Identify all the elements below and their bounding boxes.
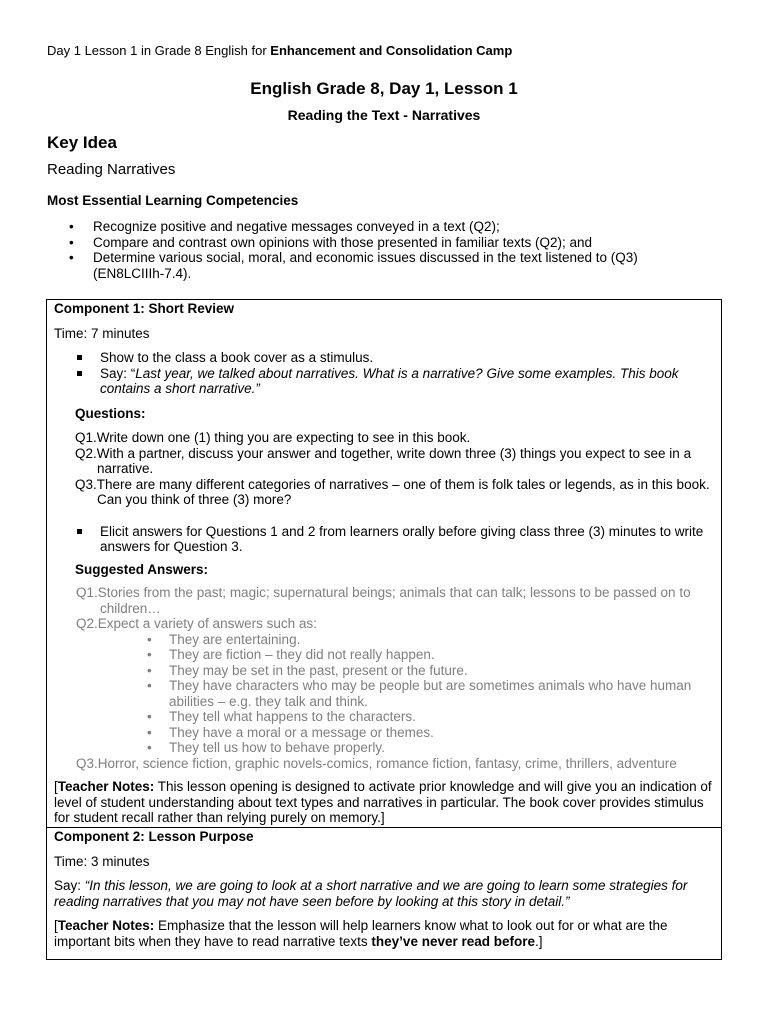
component-2-box — [46, 827, 722, 960]
question-item: Q1.Write down one (1) thing you are expecting to see in this book. — [75, 430, 471, 445]
component-2-title: Component 2: Lesson Purpose — [54, 829, 254, 844]
teacher-notes-emphasis: they’ve never read before — [371, 933, 535, 949]
component-2-time: Time: 3 minutes — [54, 853, 150, 869]
answer-q2-label: Q2.Expect a variety of answers such as: — [76, 616, 317, 631]
teacher-notes-label: Teacher Notes: — [57, 779, 155, 794]
component-1-title: Component 1: Short Review — [54, 301, 235, 316]
answer-subitem: • They tell us how to behave properly. — [100, 740, 713, 756]
notes-bracket: [ — [54, 918, 58, 933]
melc-item: • Compare and contrast own opinions with those presented in familiar texts (Q2); and — [47, 235, 687, 251]
elicit-item: Elicit answers for Questions 1 and 2 from learners orally before giving class three (3) minutes to write answers for Question 3. — [54, 524, 713, 555]
answer-item — [54, 616, 713, 756]
melc-item: • Recognize positive and negative messages conveyed in a text (Q2); — [47, 219, 687, 235]
answer-subitem: • They have characters who may be people but are sometimes animals who have human abilities – e.g. they talk and think. — [100, 678, 713, 709]
say-quote: “In this lesson, we are going to look at a short narrative and we are going to learn some strategies for reading narratives that you may not have seen before by looking at this story in detail.” — [54, 878, 688, 909]
answer-subitem: • They are entertaining. — [100, 632, 713, 648]
activity-list — [54, 350, 713, 397]
answer-subitem: • They have a moral or a message or themes. — [100, 725, 713, 741]
activity-item — [54, 366, 713, 397]
melc-list — [47, 219, 687, 281]
question-item: Q2.With a partner, discuss your answer and together, write down three (3) things you expect to see in a narrative. — [75, 445, 692, 476]
say-prefix: Say: “ — [100, 365, 136, 381]
questions-heading: Questions: — [75, 405, 146, 421]
say-prefix: Say: — [54, 878, 85, 893]
key-idea-heading: Key Idea — [47, 133, 117, 152]
key-idea-text: Reading Narratives — [47, 161, 176, 178]
answer-subitem: • They may be set in the past, present or the future. — [100, 663, 713, 679]
melc-heading: Most Essential Learning Competencies — [47, 193, 299, 208]
suggested-answers-heading: Suggested Answers: — [75, 561, 209, 577]
questions-list — [54, 430, 713, 508]
answer-subitem: • They tell what happens to the characters. — [100, 709, 713, 725]
activity-item: Show to the class a book cover as a stimulus. — [54, 350, 713, 366]
question-item: Q3.There are many different categories of narratives – one of them is folk tales or legends, as in this book. Can you think of three (3) more? — [75, 476, 710, 507]
document-title: English Grade 8, Day 1, Lesson 1 — [250, 79, 518, 98]
melc-item: • Determine various social, moral, and economic issues discussed in the text listened to (Q3) (EN8LCIIIh-7.4). — [47, 250, 687, 281]
answer-subitem: • They are fiction – they did not really happen. — [100, 647, 713, 663]
teacher-notes-label: Teacher Notes: — [57, 918, 155, 933]
document-subtitle: Reading the Text - Narratives — [287, 107, 481, 123]
page-header — [47, 43, 512, 58]
answer-item: Q3.Horror, science fiction, graphic novels-comics, romance fiction, fantasy, crime, thrillers, adventure — [76, 755, 677, 771]
say-quote: Last year, we talked about narratives. What is a narrative? Give some examples. This book contains a short narrative.” — [100, 365, 679, 396]
teacher-notes — [54, 918, 713, 949]
suggested-answers-list — [54, 585, 713, 771]
answer-item: Q1.Stories from the past; magic; supernatural beings; animals that can talk; lessons to be passed on to children… — [76, 585, 691, 616]
elicit-list — [54, 524, 713, 555]
component-1-box — [46, 299, 722, 828]
lesson-purpose-say — [54, 878, 713, 909]
notes-bracket: [ — [54, 779, 58, 794]
header-camp-name: Enhancement and Consolidation Camp — [270, 43, 513, 58]
answer-q2-sublist — [100, 632, 713, 756]
teacher-notes-text: This lesson opening is designed to activate prior knowledge and will give you an indication of level of student understanding about text types and narratives in particular. The book cover provides stimulus for student recall rather than relying purely on memory.] — [54, 779, 712, 825]
component-1-time: Time: 7 minutes — [54, 325, 150, 341]
header-prefix: Day 1 Lesson 1 in Grade 8 English for — [47, 43, 271, 58]
teacher-notes — [54, 779, 713, 826]
teacher-notes-text: Emphasize that the lesson will help learners know what to look out for or what are the important bits when they have to read narrative texts — [54, 918, 668, 949]
notes-close: .] — [535, 933, 543, 949]
